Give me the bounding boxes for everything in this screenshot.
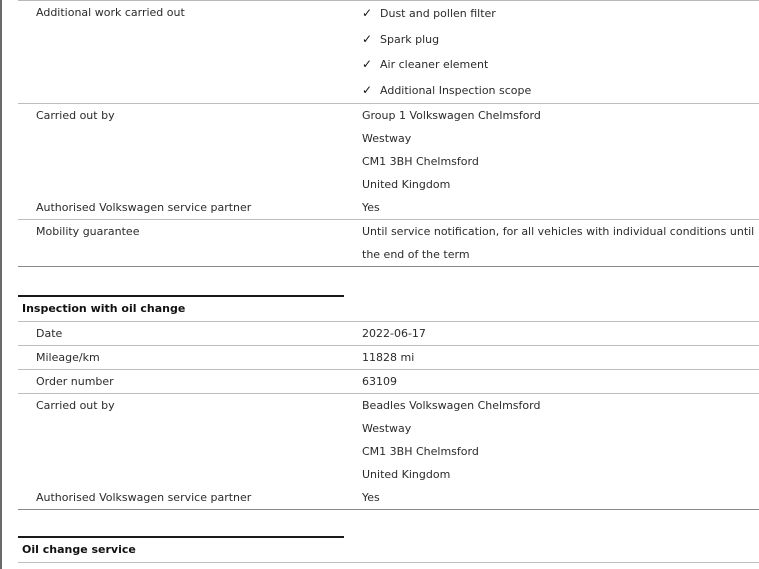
field-label: Mobility guarantee [36,225,140,238]
checkmark-icon: ✓ [362,82,373,97]
field-value: 11828 mi [362,351,415,364]
field-label: Additional work carried out [36,6,185,19]
field-value: 63109 [362,375,397,388]
carried-out-by-row [18,104,759,196]
list-item: ✓ Spark plug [362,27,755,53]
section-header [18,295,759,322]
address-line: CM1 3BH Chelmsford [362,155,479,168]
order-number-row [18,370,759,394]
address-line: CM1 3BH Chelmsford [362,445,479,458]
field-label: Authorised Volkswagen service partner [36,491,252,504]
checkmark-icon: ✓ [362,6,373,20]
address-line: Beadles Volkswagen Chelmsford [362,399,541,412]
address-block [362,394,759,486]
partner-row [18,486,759,510]
field-label: Authorised Volkswagen service partner [36,201,252,214]
checkmark-icon: ✓ [362,57,373,71]
section-header [18,536,759,563]
field-value: Yes [362,201,380,214]
address-line: United Kingdom [362,468,451,481]
field-value: 2022-06-17 [362,327,426,340]
checkmark-icon: ✓ [362,31,373,46]
list-item: ✓ Additional Inspection scope [362,78,755,104]
field-value: Until service notification, for all vehicles with individual conditions until the end of the term [362,225,755,261]
address-block [362,104,759,196]
list-item: ✓ Air cleaner element [362,52,755,78]
service-record-page [18,0,759,563]
address-line: Westway [362,132,412,145]
field-value: Yes [362,491,380,504]
list-item: ✓ Dust and pollen filter [362,1,755,27]
section-title: Inspection with oil change [18,297,759,322]
partner-row [18,196,759,220]
field-label: Mileage/km [36,351,100,364]
field-label: Carried out by [36,109,115,122]
date-row [18,322,759,346]
mobility-guarantee-row [18,220,759,267]
field-label: Date [36,327,63,340]
field-label: Carried out by [36,399,115,412]
address-line: Group 1 Volkswagen Chelmsford [362,109,541,122]
additional-work-row [18,1,759,104]
additional-work-list [362,1,759,103]
page-left-border [0,0,2,569]
address-line: United Kingdom [362,178,451,191]
address-line: Westway [362,422,412,435]
mileage-row [18,346,759,370]
section-title: Oil change service [18,538,759,563]
field-label: Order number [36,375,114,388]
carried-out-by-row [18,394,759,486]
